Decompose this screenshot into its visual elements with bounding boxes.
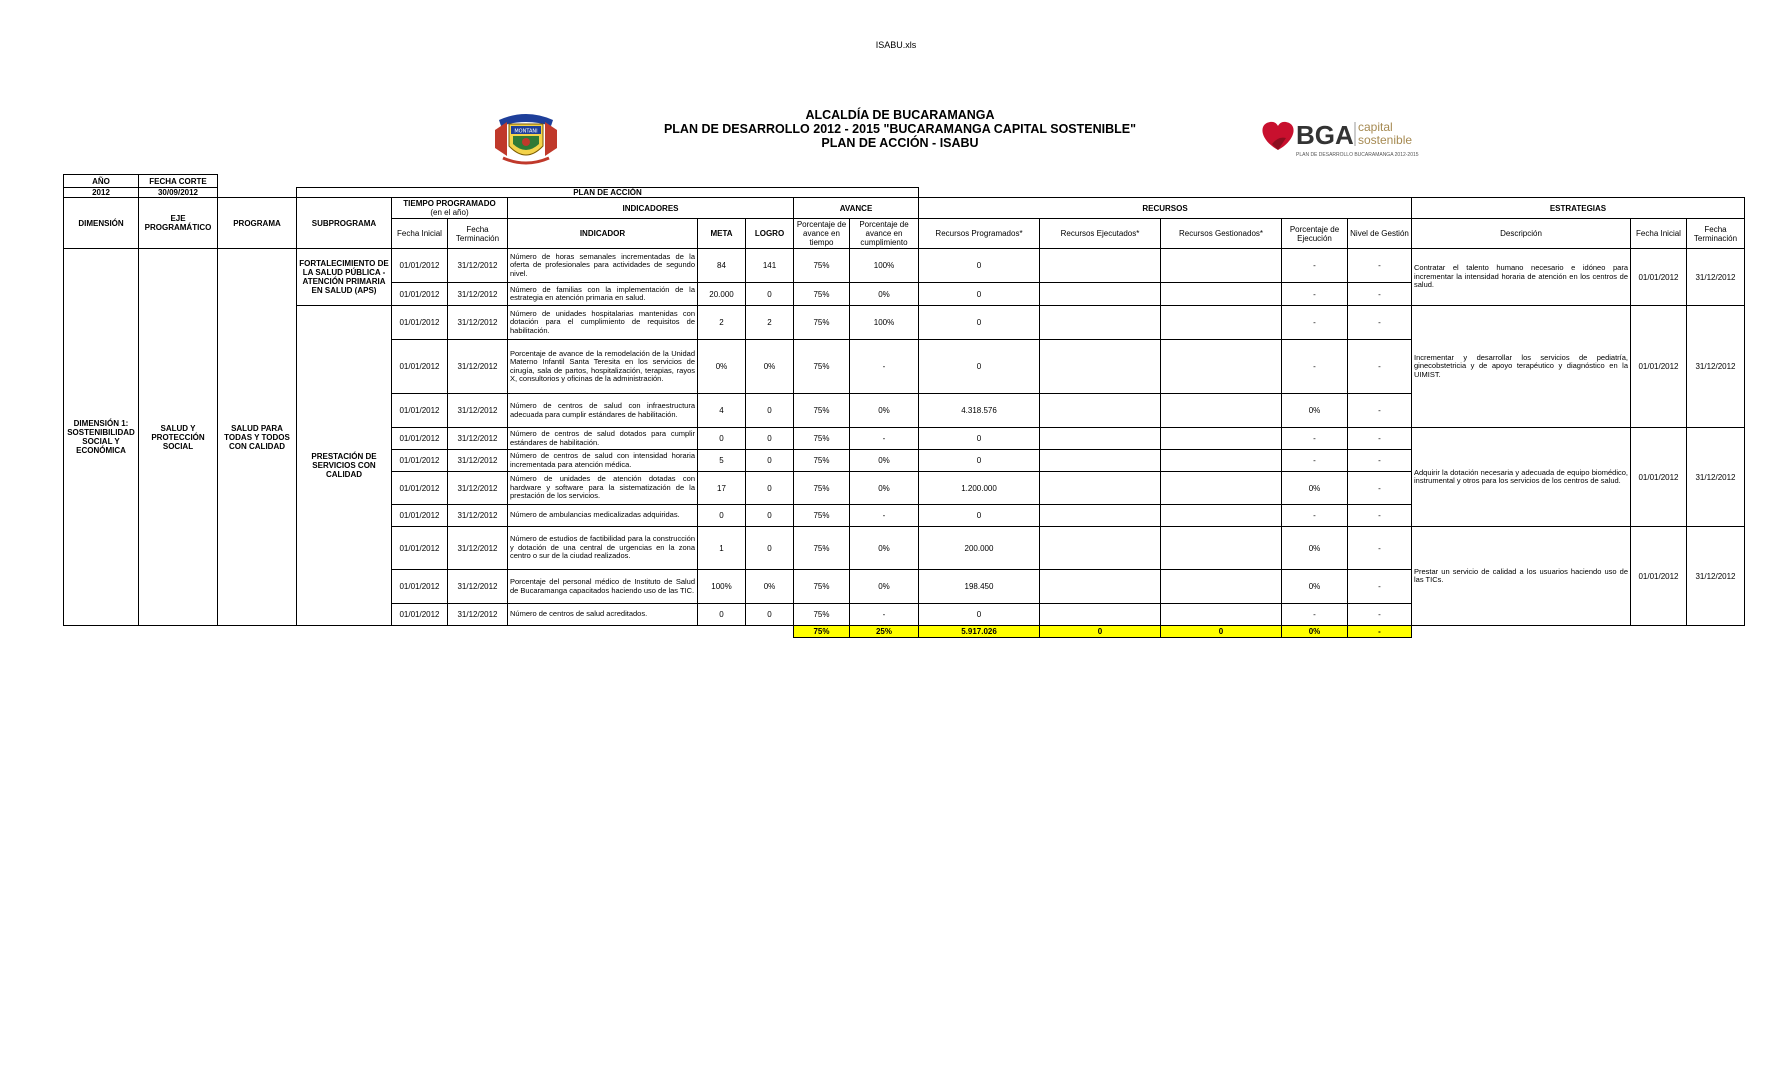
pct-tiempo: 75%	[794, 283, 850, 306]
rec-ejecutados	[1040, 505, 1161, 527]
col-pct-tiempo: Porcentaje de avance en tiempo	[794, 219, 850, 249]
col-nivel-gestion: Nivel de Gestión	[1348, 219, 1412, 249]
logo-caption: PLAN DE DESARROLLO BUCARAMANGA 2012-2015	[1296, 152, 1419, 158]
fecha-terminacion: 31/12/2012	[448, 428, 508, 450]
pct-ejecucion: -	[1282, 428, 1348, 450]
col-est-fecha-inicial: Fecha Inicial	[1631, 219, 1687, 249]
col-tiempo-programado	[392, 198, 508, 219]
col-rec-programados: Recursos Programados*	[919, 219, 1040, 249]
rec-gestionados	[1161, 394, 1282, 428]
estrategia-descripcion: Incrementar y desarrollar los servicios de pediatría, ginecobstetricia y de apoyo terapéutico y diagnóstico en la UIMIST.	[1412, 306, 1631, 428]
nivel-gestion: -	[1348, 527, 1412, 570]
indicador: Número de unidades de atención dotadas con hardware y software para la sistematización de la prestación de los servicios.	[508, 472, 698, 505]
rec-ejecutados	[1040, 472, 1161, 505]
estrategia-fecha-inicial: 01/01/2012	[1631, 527, 1687, 626]
meta: 2	[698, 306, 746, 340]
pct-tiempo: 75%	[794, 527, 850, 570]
crest-banner-text: MONTANI	[514, 128, 538, 135]
indicador: Porcentaje de avance de la remodelación de la Unidad Materno Infantil Santa Teresita en los servicios de cirugía, sala de partos, hospitalización, terapias, rayos X, consultorios y oficinas de la administración.	[508, 340, 698, 394]
rec-gestionados	[1161, 450, 1282, 472]
logro: 0	[746, 428, 794, 450]
pct-cumplimiento: 0%	[850, 527, 919, 570]
rec-ejecutados	[1040, 394, 1161, 428]
rec-programados: 4.318.576	[919, 394, 1040, 428]
pct-cumplimiento: -	[850, 505, 919, 527]
pct-tiempo: 75%	[794, 450, 850, 472]
logro: 0	[746, 527, 794, 570]
estrategia-descripcion: Contratar el talento humano necesario e idóneo para incrementar la intensidad horaria de atención en los centros de salud.	[1412, 249, 1631, 306]
rec-gestionados	[1161, 570, 1282, 604]
rec-programados: 0	[919, 604, 1040, 626]
totals-row	[64, 626, 1745, 638]
indicador: Porcentaje del personal médico de Instituto de Salud de Bucaramanga capacitados haciendo uso de las TIC.	[508, 570, 698, 604]
col-subprograma: SUBPROGRAMA	[297, 198, 392, 249]
report-titles	[540, 108, 1260, 150]
pct-ejecucion: 0%	[1282, 527, 1348, 570]
pct-cumplimiento: 0%	[850, 570, 919, 604]
meta: 0	[698, 604, 746, 626]
pct-ejecucion: -	[1282, 505, 1348, 527]
logro: 0	[746, 505, 794, 527]
tiempo-sub-label: (en el año)	[430, 208, 469, 217]
fecha-terminacion: 31/12/2012	[448, 472, 508, 505]
nivel-gestion: -	[1348, 249, 1412, 283]
total-pct-cumplimiento: 25%	[850, 626, 919, 638]
pct-cumplimiento: -	[850, 604, 919, 626]
fecha-terminacion: 31/12/2012	[448, 306, 508, 340]
indicador: Número de ambulancias medicalizadas adquiridas.	[508, 505, 698, 527]
col-recursos: RECURSOS	[919, 198, 1412, 219]
estrategia-descripcion: Prestar un servicio de calidad a los usuarios haciendo uso de las TICs.	[1412, 527, 1631, 626]
rec-ejecutados	[1040, 283, 1161, 306]
meta: 1	[698, 527, 746, 570]
nivel-gestion: -	[1348, 428, 1412, 450]
estrategia-fecha-inicial: 01/01/2012	[1631, 249, 1687, 306]
total-pct-tiempo: 75%	[794, 626, 850, 638]
rec-ejecutados	[1040, 249, 1161, 283]
pct-tiempo: 75%	[794, 340, 850, 394]
fecha-inicial: 01/01/2012	[392, 428, 448, 450]
estrategia-fecha-terminacion: 31/12/2012	[1687, 249, 1745, 306]
logo-capital-text: capital	[1358, 120, 1393, 134]
pct-ejecucion: -	[1282, 283, 1348, 306]
rec-gestionados	[1161, 340, 1282, 394]
total-rec-programados: 5.917.026	[919, 626, 1040, 638]
rec-gestionados	[1161, 249, 1282, 283]
col-programa: PROGRAMA	[218, 198, 297, 249]
nivel-gestion: -	[1348, 306, 1412, 340]
fecha-inicial: 01/01/2012	[392, 306, 448, 340]
col-pct-ejecucion: Porcentaje de Ejecución	[1282, 219, 1348, 249]
pct-cumplimiento: 0%	[850, 472, 919, 505]
col-indicadores: INDICADORES	[508, 198, 794, 219]
fecha-inicial: 01/01/2012	[392, 249, 448, 283]
estrategia-descripcion: Adquirir la dotación necesaria y adecuada de equipo biomédico, instrumental y otros para los servicios de los centros de salud.	[1412, 428, 1631, 527]
rec-gestionados	[1161, 472, 1282, 505]
pct-ejecucion: 0%	[1282, 394, 1348, 428]
rec-ejecutados	[1040, 340, 1161, 394]
indicador: Número de unidades hospitalarias mantenidas con dotación para el cumplimiento de requisitos de habilitación.	[508, 306, 698, 340]
pct-cumplimiento: 100%	[850, 249, 919, 283]
nivel-gestion: -	[1348, 472, 1412, 505]
title-plan-accion: PLAN DE ACCIÓN - ISABU	[821, 136, 979, 150]
col-meta: META	[698, 219, 746, 249]
rec-programados: 0	[919, 283, 1040, 306]
nivel-gestion: -	[1348, 604, 1412, 626]
fecha-inicial: 01/01/2012	[392, 472, 448, 505]
pct-cumplimiento: 0%	[850, 283, 919, 306]
fecha-corte-value: 30/09/2012	[139, 188, 218, 198]
col-avance: AVANCE	[794, 198, 919, 219]
rec-gestionados	[1161, 604, 1282, 626]
pct-cumplimiento: -	[850, 428, 919, 450]
dimension-cell: DIMENSIÓN 1: SOSTENIBILIDAD SOCIAL Y ECONÓMICA	[64, 249, 139, 626]
col-eje: EJE PROGRAMÁTICO	[139, 198, 218, 249]
meta: 5	[698, 450, 746, 472]
fecha-terminacion: 31/12/2012	[448, 283, 508, 306]
fecha-inicial: 01/01/2012	[392, 527, 448, 570]
col-fecha-terminacion: Fecha Terminación	[448, 219, 508, 249]
programa-cell: SALUD PARA TODAS Y TODOS CON CALIDAD	[218, 249, 297, 626]
col-pct-cumplimiento: Porcentaje de avance en cumplimiento	[850, 219, 919, 249]
title-alcaldia: ALCALDÍA DE BUCARAMANGA	[805, 108, 995, 122]
logro: 141	[746, 249, 794, 283]
rec-gestionados	[1161, 306, 1282, 340]
logro: 0%	[746, 570, 794, 604]
subprograma-cell: PRESTACIÓN DE SERVICIOS CON CALIDAD	[297, 306, 392, 626]
fecha-terminacion: 31/12/2012	[448, 505, 508, 527]
fecha-inicial: 01/01/2012	[392, 283, 448, 306]
pct-ejecucion: -	[1282, 450, 1348, 472]
meta: 100%	[698, 570, 746, 604]
fecha-terminacion: 31/12/2012	[448, 604, 508, 626]
subprograma-cell: FORTALECIMIENTO DE LA SALUD PÚBLICA - ATENCIÓN PRIMARIA EN SALUD (APS)	[297, 249, 392, 306]
logro: 2	[746, 306, 794, 340]
pct-cumplimiento: 0%	[850, 394, 919, 428]
rec-programados: 0	[919, 249, 1040, 283]
pct-tiempo: 75%	[794, 306, 850, 340]
col-logro: LOGRO	[746, 219, 794, 249]
indicador: Número de horas semanales incrementadas de la oferta de profesionales para actividades de segundo nivel.	[508, 249, 698, 283]
indicador: Número de centros de salud con infraestructura adecuada para cumplir estándares de habilitación.	[508, 394, 698, 428]
col-descripcion: Descripción	[1412, 219, 1631, 249]
indicador: Número de centros de salud acreditados.	[508, 604, 698, 626]
estrategia-fecha-terminacion: 31/12/2012	[1687, 428, 1745, 527]
nivel-gestion: -	[1348, 570, 1412, 604]
tiempo-label: TIEMPO PROGRAMADO	[403, 199, 496, 208]
pct-ejecucion: 0%	[1282, 472, 1348, 505]
rec-programados: 0	[919, 306, 1040, 340]
rec-ejecutados	[1040, 450, 1161, 472]
pct-tiempo: 75%	[794, 604, 850, 626]
nivel-gestion: -	[1348, 283, 1412, 306]
rec-ejecutados	[1040, 306, 1161, 340]
meta: 17	[698, 472, 746, 505]
nivel-gestion: -	[1348, 394, 1412, 428]
fecha-terminacion: 31/12/2012	[448, 394, 508, 428]
logo-bga-text: BGA	[1296, 120, 1354, 150]
pct-tiempo: 75%	[794, 394, 850, 428]
fecha-inicial: 01/01/2012	[392, 340, 448, 394]
col-est-fecha-terminacion: Fecha Terminación	[1687, 219, 1745, 249]
col-rec-ejecutados: Recursos Ejecutados*	[1040, 219, 1161, 249]
pct-tiempo: 75%	[794, 472, 850, 505]
logro: 0	[746, 604, 794, 626]
fecha-inicial: 01/01/2012	[392, 604, 448, 626]
logro: 0	[746, 450, 794, 472]
fecha-terminacion: 31/12/2012	[448, 570, 508, 604]
nivel-gestion: -	[1348, 450, 1412, 472]
meta: 0%	[698, 340, 746, 394]
indicador: Número de familias con la implementación de la estrategia en atención primaria en salud.	[508, 283, 698, 306]
rec-ejecutados	[1040, 570, 1161, 604]
nivel-gestion: -	[1348, 505, 1412, 527]
col-rec-gestionados: Recursos Gestionados*	[1161, 219, 1282, 249]
fecha-terminacion: 31/12/2012	[448, 249, 508, 283]
rec-programados: 1.200.000	[919, 472, 1040, 505]
fecha-inicial: 01/01/2012	[392, 570, 448, 604]
estrategia-fecha-inicial: 01/01/2012	[1631, 306, 1687, 428]
fecha-corte-label: FECHA CORTE	[139, 175, 218, 188]
pct-ejecucion: -	[1282, 306, 1348, 340]
rec-programados: 200.000	[919, 527, 1040, 570]
eje-cell: SALUD Y PROTECCIÓN SOCIAL	[139, 249, 218, 626]
total-nivel-gestion: -	[1348, 626, 1412, 638]
pct-tiempo: 75%	[794, 570, 850, 604]
action-plan-table	[63, 174, 1745, 638]
meta: 20.000	[698, 283, 746, 306]
pct-tiempo: 75%	[794, 428, 850, 450]
nivel-gestion: -	[1348, 340, 1412, 394]
anio-value: 2012	[64, 188, 139, 198]
rec-gestionados	[1161, 505, 1282, 527]
fecha-terminacion: 31/12/2012	[448, 527, 508, 570]
pct-ejecucion: -	[1282, 604, 1348, 626]
rec-programados: 0	[919, 505, 1040, 527]
meta: 84	[698, 249, 746, 283]
indicador: Número de estudios de factibilidad para la construcción y dotación de una central de urgencias en la zona centro o sur de la ciudad realizados.	[508, 527, 698, 570]
logo-sostenible-text: sostenible	[1358, 133, 1413, 147]
pct-tiempo: 75%	[794, 249, 850, 283]
file-name: ISABU.xls	[875, 40, 917, 50]
pct-ejecucion: -	[1282, 249, 1348, 283]
meta: 0	[698, 428, 746, 450]
plan-accion-header: PLAN DE ACCIÓN	[297, 188, 919, 198]
pct-ejecucion: -	[1282, 340, 1348, 394]
estrategia-fecha-terminacion: 31/12/2012	[1687, 306, 1745, 428]
rec-gestionados	[1161, 428, 1282, 450]
col-fecha-inicial: Fecha Inicial	[392, 219, 448, 249]
rec-programados: 198.450	[919, 570, 1040, 604]
pct-cumplimiento: -	[850, 340, 919, 394]
logro: 0	[746, 472, 794, 505]
estrategia-fecha-terminacion: 31/12/2012	[1687, 527, 1745, 626]
fecha-inicial: 01/01/2012	[392, 450, 448, 472]
indicador: Número de centros de salud con intensidad horaria incrementada para atención médica.	[508, 450, 698, 472]
table-row	[64, 306, 1745, 340]
total-rec-gestionados: 0	[1161, 626, 1282, 638]
title-plan-desarrollo: PLAN DE DESARROLLO 2012 - 2015 "BUCARAMANGA CAPITAL SOSTENIBLE"	[663, 122, 1137, 136]
rec-programados: 0	[919, 428, 1040, 450]
fecha-terminacion: 31/12/2012	[448, 340, 508, 394]
meta: 0	[698, 505, 746, 527]
rec-ejecutados	[1040, 527, 1161, 570]
estrategia-fecha-inicial: 01/01/2012	[1631, 428, 1687, 527]
logro: 0	[746, 394, 794, 428]
col-indicador: INDICADOR	[508, 219, 698, 249]
pct-cumplimiento: 0%	[850, 450, 919, 472]
fecha-inicial: 01/01/2012	[392, 394, 448, 428]
col-estrategias: ESTRATEGIAS	[1412, 198, 1745, 219]
meta: 4	[698, 394, 746, 428]
rec-gestionados	[1161, 527, 1282, 570]
pct-tiempo: 75%	[794, 505, 850, 527]
rec-programados: 0	[919, 340, 1040, 394]
total-pct-ejecucion: 0%	[1282, 626, 1348, 638]
col-dimension: DIMENSIÓN	[64, 198, 139, 249]
pct-ejecucion: 0%	[1282, 570, 1348, 604]
rec-programados: 0	[919, 450, 1040, 472]
logro: 0%	[746, 340, 794, 394]
rec-ejecutados	[1040, 604, 1161, 626]
indicador: Número de centros de salud dotados para cumplir estándares de habilitación.	[508, 428, 698, 450]
total-rec-ejecutados: 0	[1040, 626, 1161, 638]
bga-capital-sostenible-logo	[1256, 114, 1456, 160]
anio-label: AÑO	[64, 175, 139, 188]
table-row	[64, 249, 1745, 283]
logro: 0	[746, 283, 794, 306]
rec-gestionados	[1161, 283, 1282, 306]
pct-cumplimiento: 100%	[850, 306, 919, 340]
fecha-inicial: 01/01/2012	[392, 505, 448, 527]
fecha-terminacion: 31/12/2012	[448, 450, 508, 472]
rec-ejecutados	[1040, 428, 1161, 450]
